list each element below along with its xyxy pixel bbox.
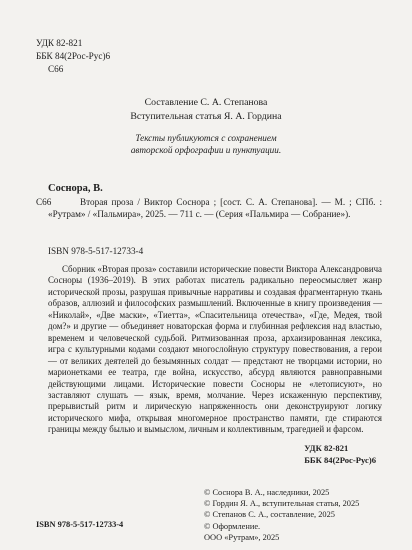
footer-udk: УДК 82-821 [304,443,349,453]
copyright-line: © Оформление. [204,521,261,531]
bbk-code: ББК 84(2Рос-Рус)6 [36,51,111,61]
note-line-2: авторской орфографии и пунктуации. [130,145,282,155]
bibliographic-description: Вторая проза / Виктор Соснора ; [сост. С. А. Степанова]. — М. ; СПб. : «Рутрам» / «Пальмира», 2025. — 711 с. — (Серия «Пальмира — Собрание»). [48,196,382,219]
note-line-1: Тексты публикуются с сохранением [135,133,277,143]
copyright-line: © Соснора В. А., наследники, 2025 [204,488,330,497]
footer-classification [304,443,376,466]
orthography-note [0,132,412,156]
compiler-credit: Составление С. А. Степанова [144,97,268,108]
footer-isbn: ISBN 978-5-517-12733-4 [36,520,124,529]
record-author: Соснора, В. [48,183,103,194]
credits-block [0,96,412,123]
record-isbn: ISBN 978-5-517-12733-4 [48,246,144,256]
annotation: Сборник «Вторая проза» составили исторические повести Виктора Александровича Сосноры (1936–2019). В этих работах писатель радикально переосмысляет жанр исторической прозы, разрушая привычные нарративы и создавая фрагментарную ткань образов, аллюзий и философских размышлений. Включенные в книгу произведения — «Николай», «Две маски», «Тиетта», «Спасительница отечества», «Где, Медея, твой дом?» и другие — объединяет новаторская форма и глубинная рефлексия над властью, временем и человеческой судьбой. Ритмизованная проза, архаизированная лексика, игра с культурными кодами создают многослойную структуру повествования, а герои — от великих деятелей до безымянных солдат — предстают не творцами истории, но марионетками ее театра, где война, искусство, абсурд являются равноправными действующими лицами. Исторические повести Сосноры не «летописуют», но заставляют слушать — язык, время, молчание. Через искаженную перспективу, прерывистый ритм и лирическую напряженность они деконструируют логику исторического мифа, открывая многомерное пространство памяти, где стираются границы между былью и вымыслом, личным и коллективным, трагедией и фарсом. [48,264,382,435]
footer-bbk: ББК 84(2Рос-Рус)6 [304,454,376,465]
author-mark: С66 [48,64,64,74]
copyright-line: © Гордин Я. А., вступительная статья, 2025 [204,499,360,509]
copyright-block [204,487,359,543]
udk-code: УДК 82-821 [36,38,83,48]
record-code: С66 [36,197,52,207]
copyright-line: © Степанов С. А., составление, 2025 [204,510,335,520]
copyright-line: ООО «Рутрам», 2025 [204,532,280,542]
intro-credit: Вступительная статья Я. А. Гордина [130,110,282,122]
